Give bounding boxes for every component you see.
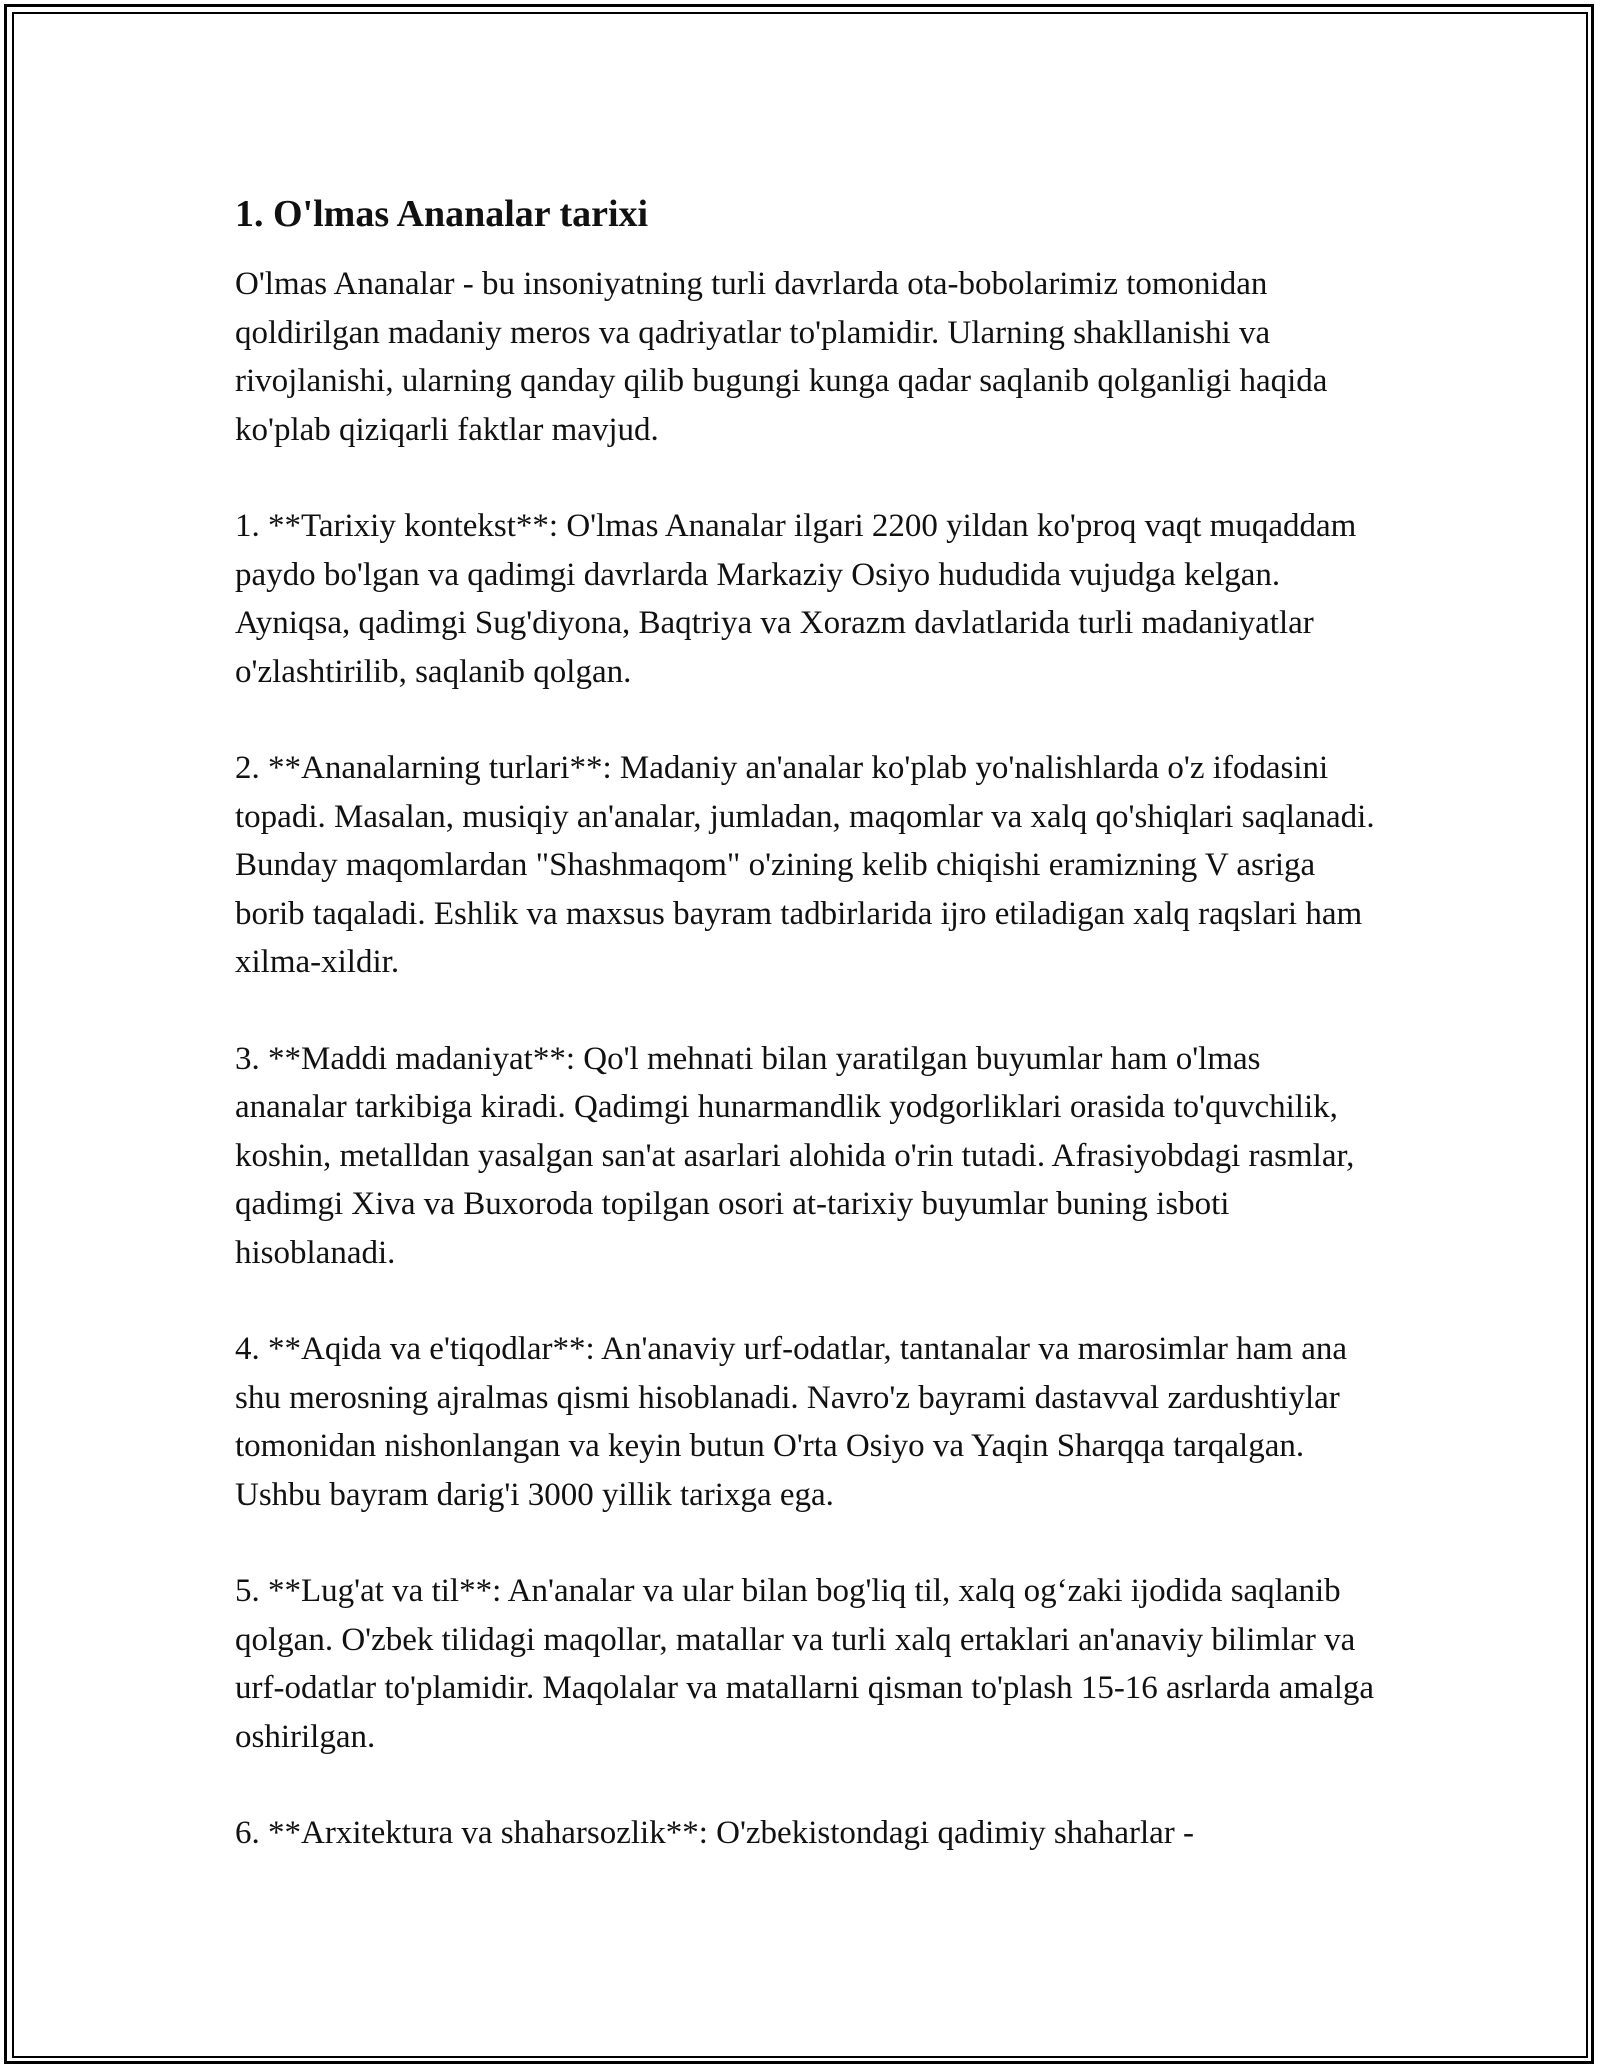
paragraph-architecture: 6. **Arxitektura va shaharsozlik**: O'zbekistondagi qadimiy shaharlar - bbox=[235, 1815, 1195, 1851]
paragraph-material-culture: 3. **Maddi madaniyat**: Qo'l mehnati bilan yaratilgan buyumlar ham o'lmas ananalar tarkibiga kiradi. Qadimgi hunarmandlik yodgorliklari orasida to'quvchilik, koshin, metalldan yasalgan san'at asarlari alohida o'rin tutadi. Afrasiyobdagi rasmlar, qadimgi Xiva va Buxoroda topilgan osori at-tarixiy buyumlar buning isboti hisoblanadi. bbox=[235, 1040, 1355, 1271]
paragraph-beliefs: 4. **Aqida va e'tiqodlar**: An'anaviy urf-odatlar, tantanalar va marosimlar ham ana shu merosning ajralmas qismi hisoblanadi. Navro'z bayrami dastavval zardushtiylar tomonidan nishonlangan va keyin butun O'rta Osiyo va Yaqin Sharqqa tarqalgan. Ushbu bayram darig'i 3000 yillik tarixga ega. bbox=[235, 1331, 1348, 1513]
document-body bbox=[235, 188, 1375, 1858]
paragraph-language: 5. **Lug'at va til**: An'analar va ular bilan bog'liq til, xalq og‘zaki ijodida saqlanib qolgan. O'zbek tilidagi maqollar, matallar va turli xalq ertaklari an'anaviy bilimlar va urf-odatlar to'plamidir. Maqolalar va matallarni qisman to'plash 15-16 asrlarda amalga oshirilgan. bbox=[235, 1573, 1375, 1755]
paragraph-tradition-types: 2. **Ananalarning turlari**: Madaniy an'analar ko'plab yo'nalishlarda o'z ifodasini topadi. Masalan, musiqiy an'analar, jumladan, maqomlar va xalq qo'shiqlari saqlanadi. Bunday maqomlardan "Shashmaqom" o'zining kelib chiqishi eramizning V asriga borib taqaladi. Eshlik va maxsus bayram tadbirlarida ijro etiladigan xalq raqslari ham xilma-xildir. bbox=[235, 750, 1375, 980]
paragraph-historical-context: 1. **Tarixiy kontekst**: O'lmas Ananalar ilgari 2200 yildan ko'proq vaqt muqaddam paydo bo'lgan va qadimgi davrlarda Markaziy Osiyo hududida vujudga kelgan. Ayniqsa, qadimgi Sug'diyona, Baqtriya va Xorazm davlatlarida turli madaniyatlar o'zlashtirilib, saqlanib qolgan. bbox=[235, 508, 1357, 690]
intro-paragraph: O'lmas Ananalar - bu insoniyatning turli davrlarda ota-bobolarimiz tomonidan qoldirilgan madaniy meros va qadriyatlar to'plamidir. Ularning shakllanishi va rivojlanishi, ularning qanday qilib bugungi kunga qadar saqlanib qolganligi haqida ko'plab qiziqarli faktlar mavjud. bbox=[235, 266, 1328, 448]
document-title: 1. O'lmas Ananalar tarixi bbox=[235, 193, 649, 235]
